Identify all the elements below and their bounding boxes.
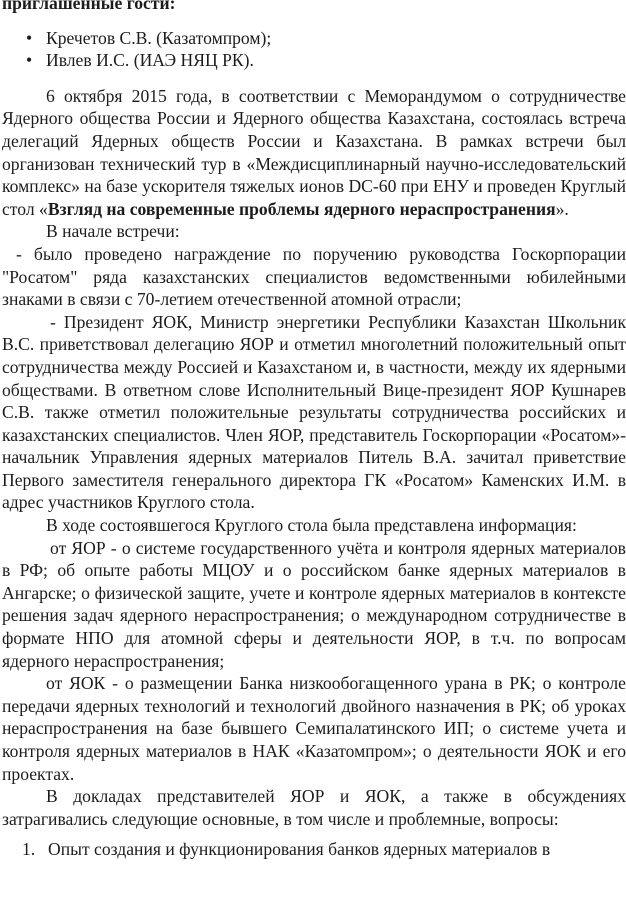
question-item <box>2 838 626 861</box>
guest-name: Ивлев И.С. (ИАЭ НЯЦ РК). <box>46 50 254 71</box>
question-number: 1. <box>22 839 36 860</box>
guest-list-item <box>2 27 626 50</box>
bullet-icon: • <box>26 27 33 48</box>
yaor-info-paragraph: от ЯОР - о системе государственного учёта и контроля ядерных материалов в РФ; об опыте работы МЦОУ и о российском банке ядерных материалов в Ангарске; о физической защите, учете и контроле ядерных материалов в контексте решения задач ядерного нераспространения; о международном сотрудничестве в формате НПО для атомной сферы и деятельности ЯОР, в т.ч. по вопросам ядерного нераспространения; <box>2 537 626 671</box>
summary-text: 6 октября 2015 года, в соответствии с Меморандумом о сотрудничестве Ядерного общества России и Ядерного общества Казахстана, состоялась встреча делегаций Ядерных обществ России и Казахстана. В рамках встречи был организован технический тур в «Междисциплинарный научно-исследовательский комплекс» на базе ускорителя тяжелых ионов DC-60 при ЕНУ и проведен Круглый стол « <box>2 85 626 219</box>
questions-list <box>2 838 626 861</box>
meeting-summary-paragraph <box>2 85 626 221</box>
spacer <box>2 72 626 85</box>
meeting-start-paragraph: В начале встречи: <box>46 221 180 242</box>
guest-list-item <box>2 49 626 72</box>
guest-name: Кречетов С.В. (Казатомпром); <box>46 27 272 48</box>
greeting-paragraph: - Президент ЯОК, Министр энергетики Республики Казахстан Школьник В.С. приветствовал делегацию ЯОР и отметил многолетний положительный опыт сотрудничества между Россией и Казахстаном и, в частности, между их ядерными обществами. В ответном слове Исполнительный Вице-президент ЯОР Кушнарев С.В. также отметил положительные результаты сотрудничества российских и казахстанских специалистов. Член ЯОР, представитель Госкорпорации «Росатом»-начальник Управления ядерных материалов Питель В.А. зачитал приветствие Первого заместителя генерального директора ГК «Росатом» Каменских И.М. в адрес участников Круглого стола. <box>2 311 626 513</box>
yaok-info-paragraph: от ЯОК - о размещении Банка низкообогащенного урана в РК; о контроле передачи ядерных технологий и технологий двойного назначения в РК; об уроках нераспространения на базе бывшего Семипалатинского ИП; о системе учета и контроля ядерных материалов в НАК «Казатомпром»; о деятельности ЯОК и его проектах. <box>2 673 626 784</box>
summary-text-end: ». <box>555 198 569 219</box>
bullet-icon: • <box>26 50 33 71</box>
info-intro-paragraph: В ходе состоявшегося Круглого стола была представлена информация: <box>46 515 577 536</box>
award-paragraph: - было проведено награждение по поручению руководства Госкорпорации "Росатом" ряда казахстанских специалистов ведомственными юбилейными знаками в связи с 70-летием отечественной атомной отрасли; <box>2 243 626 310</box>
guest-list <box>2 27 626 72</box>
round-table-title: Взгляд на современные проблемы ядерного нераспространения <box>47 198 556 219</box>
question-text: Опыт создания и функционирования банков ядерных материалов в <box>48 839 551 860</box>
discussion-intro-paragraph: В докладах представителей ЯОР и ЯОК, а также в обсуждениях затрагивались следующие основные, в том числе и проблемные, вопросы: <box>2 786 626 829</box>
section-heading: приглашенные гости: <box>2 0 176 13</box>
